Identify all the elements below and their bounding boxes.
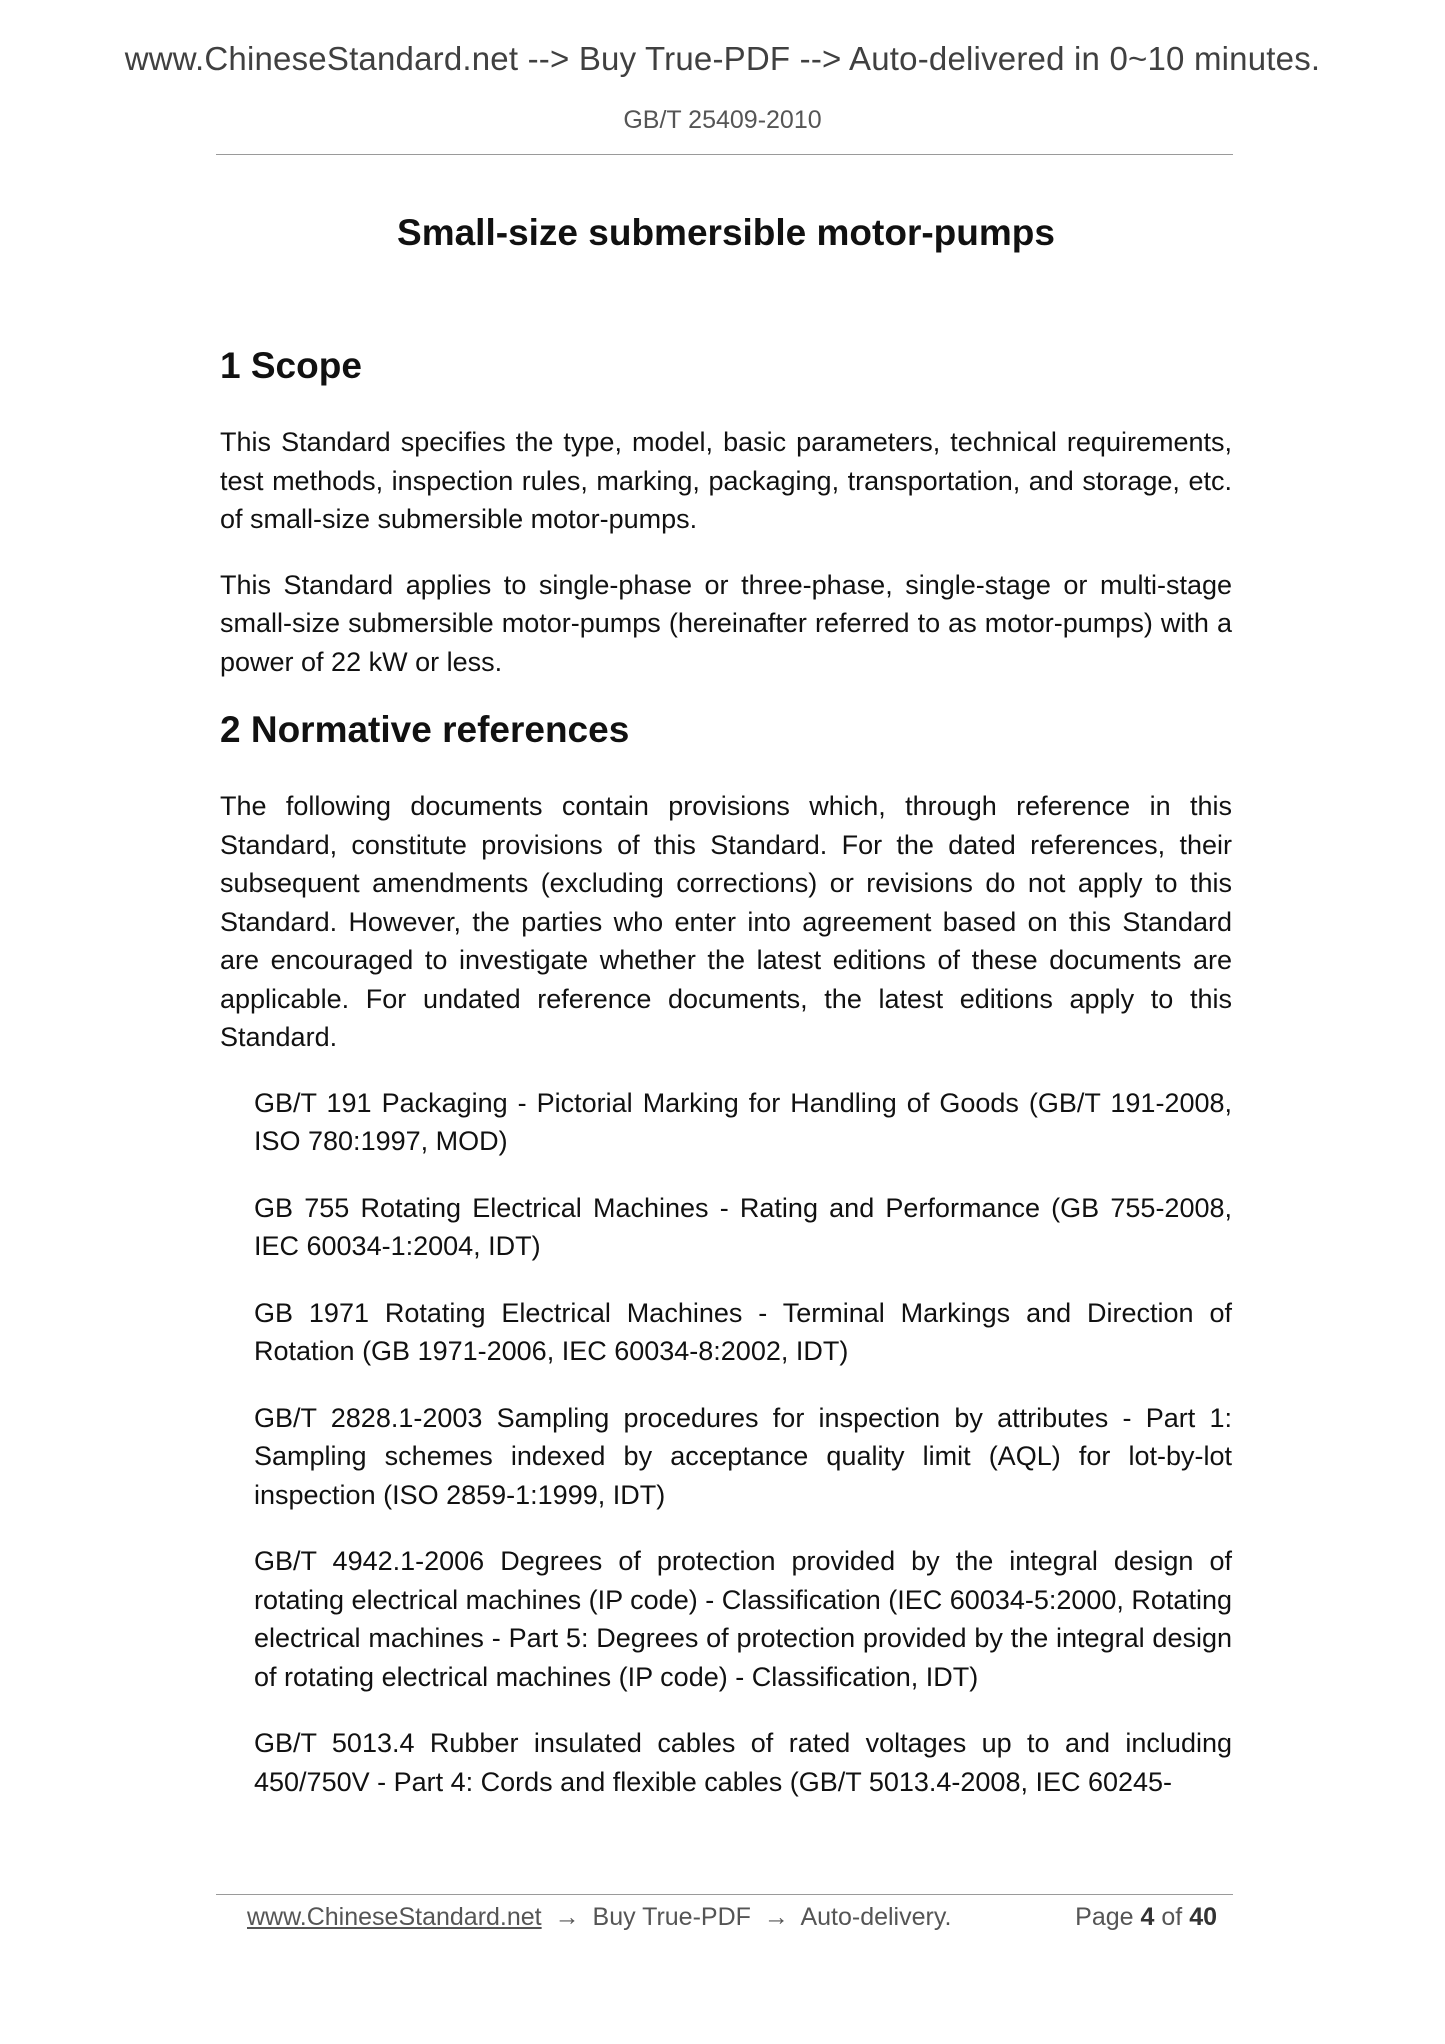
- scope-paragraph: This Standard specifies the type, model, basic parameters, technical requirements, test methods, inspection rules, marking, packaging, transportation, and storage, etc. of small-size submersible motor-pumps.: [220, 427, 1232, 534]
- reference-item: GB 1971 Rotating Electrical Machines - Terminal Markings and Direction of Rotation (GB 1971-2006, IEC 60034-8:2002, IDT): [254, 1297, 1232, 1366]
- reference-list: [220, 1084, 1232, 1802]
- arrow-right-icon: →: [554, 1903, 580, 1931]
- footer-site-link[interactable]: www.ChineseStandard.net: [247, 1903, 542, 1931]
- normative-intro-paragraph: The following documents contain provisions which, through reference in this Standard, constitute provisions of this Standard. For the dated references, their subsequent amendments (excluding corrections) or revisions do not apply to this Standard. However, the parties who enter into agreement based on this Standard are encouraged to investigate whether the latest editions of these documents are applicable. For undated reference documents, the latest editions apply to this Standard.: [220, 791, 1232, 1052]
- section-heading-scope: 1 Scope: [220, 345, 362, 386]
- page-of-label: of: [1161, 1903, 1183, 1931]
- arrow-right-icon: →: [763, 1903, 789, 1931]
- reference-item: GB/T 191 Packaging - Pictorial Marking for Handling of Goods (GB/T 191-2008, ISO 780:1997, MOD): [254, 1087, 1232, 1156]
- reference-item: GB/T 2828.1-2003 Sampling procedures for inspection by attributes - Part 1: Sampling schemes indexed by acceptance quality limit (AQL) for lot-by-lot inspection (ISO 2859-1:1999, IDT): [254, 1402, 1232, 1510]
- page-current: 4: [1140, 1903, 1155, 1931]
- footer-delivery-text: Auto-delivery.: [800, 1903, 952, 1931]
- page-content: [220, 212, 1232, 1829]
- footer-divider: [216, 1894, 1233, 1895]
- page-total: 40: [1189, 1903, 1217, 1931]
- header-divider: [216, 154, 1233, 155]
- document-title: Small-size submersible motor-pumps: [397, 212, 1055, 253]
- footer-buy-text: Buy True-PDF: [592, 1903, 751, 1931]
- page-indicator: [1075, 1903, 1217, 1932]
- scope-paragraph: This Standard applies to single-phase or three-phase, single-stage or multi-stage small-size submersible motor-pumps (hereinafter referred to as motor-pumps) with a power of 22 kW or less.: [220, 569, 1232, 677]
- document-code: GB/T 25409-2010: [623, 106, 822, 134]
- header-banner: www.ChineseStandard.net --> Buy True-PDF --> Auto-delivered in 0~10 minutes.: [124, 40, 1321, 77]
- page-footer: [247, 1903, 1217, 1932]
- page-label: Page: [1075, 1903, 1134, 1931]
- reference-item: GB/T 4942.1-2006 Degrees of protection provided by the integral design of rotating electrical machines (IP code) - Classification (IEC 60034-5:2000, Rotating electrical machines - Part 5: Degrees of protection provided by the integral design of rotating electrical machines (IP code) - Classification, IDT): [254, 1546, 1232, 1692]
- reference-item: GB/T 5013.4 Rubber insulated cables of rated voltages up to and including 450/750V - Part 4: Cords and flexible cables (GB/T 5013.4-2008, IEC 60245-: [254, 1728, 1232, 1797]
- section-heading-normative-references: 2 Normative references: [220, 709, 630, 750]
- reference-item: GB 755 Rotating Electrical Machines - Rating and Performance (GB 755-2008, IEC 60034-1:2004, IDT): [254, 1192, 1232, 1261]
